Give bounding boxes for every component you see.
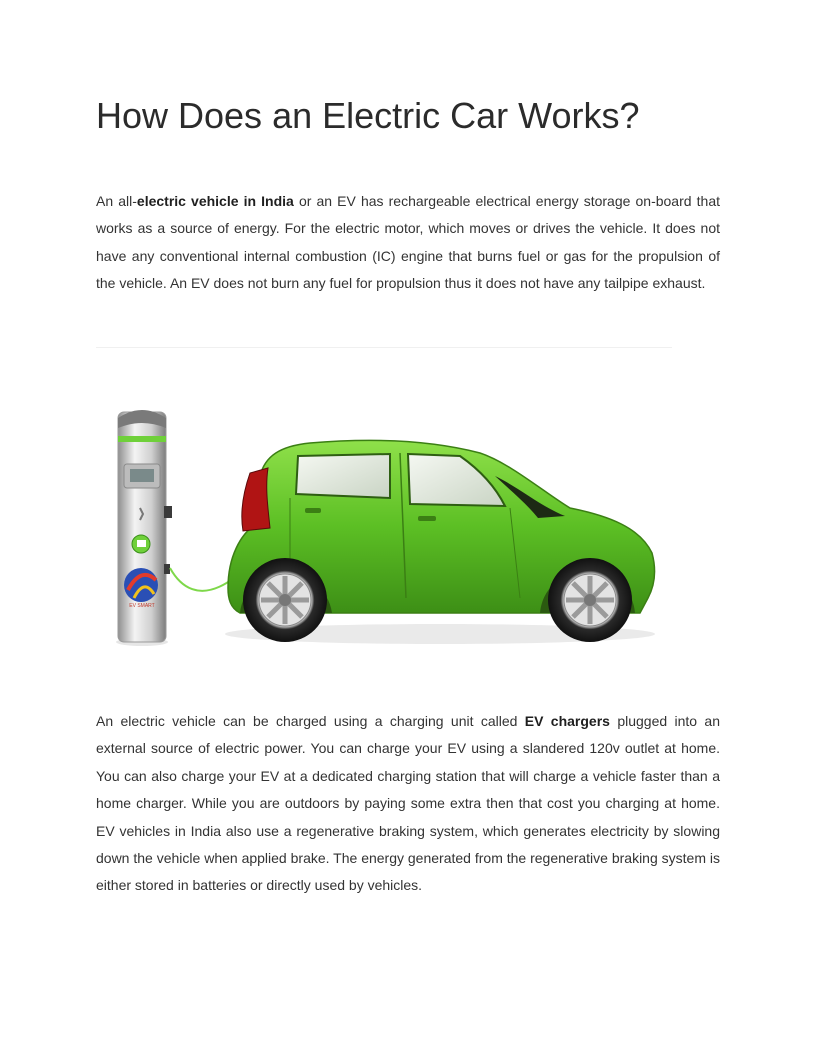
charger-logo-text: EV SMART: [129, 603, 155, 609]
intro-text-end: or an EV has rechargeable electrical energy storage on-board that works as a source of energy. For the electric motor, which moves or drives the vehicle. It does not have any conventional internal combustion (IC) engine that burns fuel or gas for the propulsion of the vehicle. An EV does not burn any fuel for propulsion thus it does not have any tailpipe exhaust.: [96, 193, 721, 292]
ev-chargers-link-text: EV chargers: [524, 713, 610, 729]
section-divider: [96, 347, 672, 348]
charging-station: [116, 410, 172, 646]
charging-text-end: plugged into an external source of electric power. You can charge your EV using a slandered 120v outlet at home. You can also charge your EV at a dedicated charging station that will charge a vehicle faster than a home charger. While you are outdoors by paying some extra then that cost you charging at home. EV vehicles in India also use a regenerative braking system, which generates electricity by slowing down the vehicle when applied brake. The energy generated from the regenerative braking system is either stored in batteries or directly used by vehicles.: [96, 713, 721, 894]
electric-vehicle-india-link-text: electric vehicle in India: [136, 193, 294, 209]
page-title: How Does an Electric Car Works?: [96, 95, 640, 136]
ev-charging-illustration: [100, 398, 680, 658]
green-electric-car: [225, 440, 655, 644]
rear-wheel: [243, 558, 327, 642]
charging-text-start: An electric vehicle can be charged using a charging unit called: [96, 713, 525, 729]
intro-paragraph: [96, 188, 720, 298]
front-wheel: [548, 558, 632, 642]
charging-paragraph: [96, 708, 720, 900]
intro-text-start: An all-: [96, 193, 137, 209]
